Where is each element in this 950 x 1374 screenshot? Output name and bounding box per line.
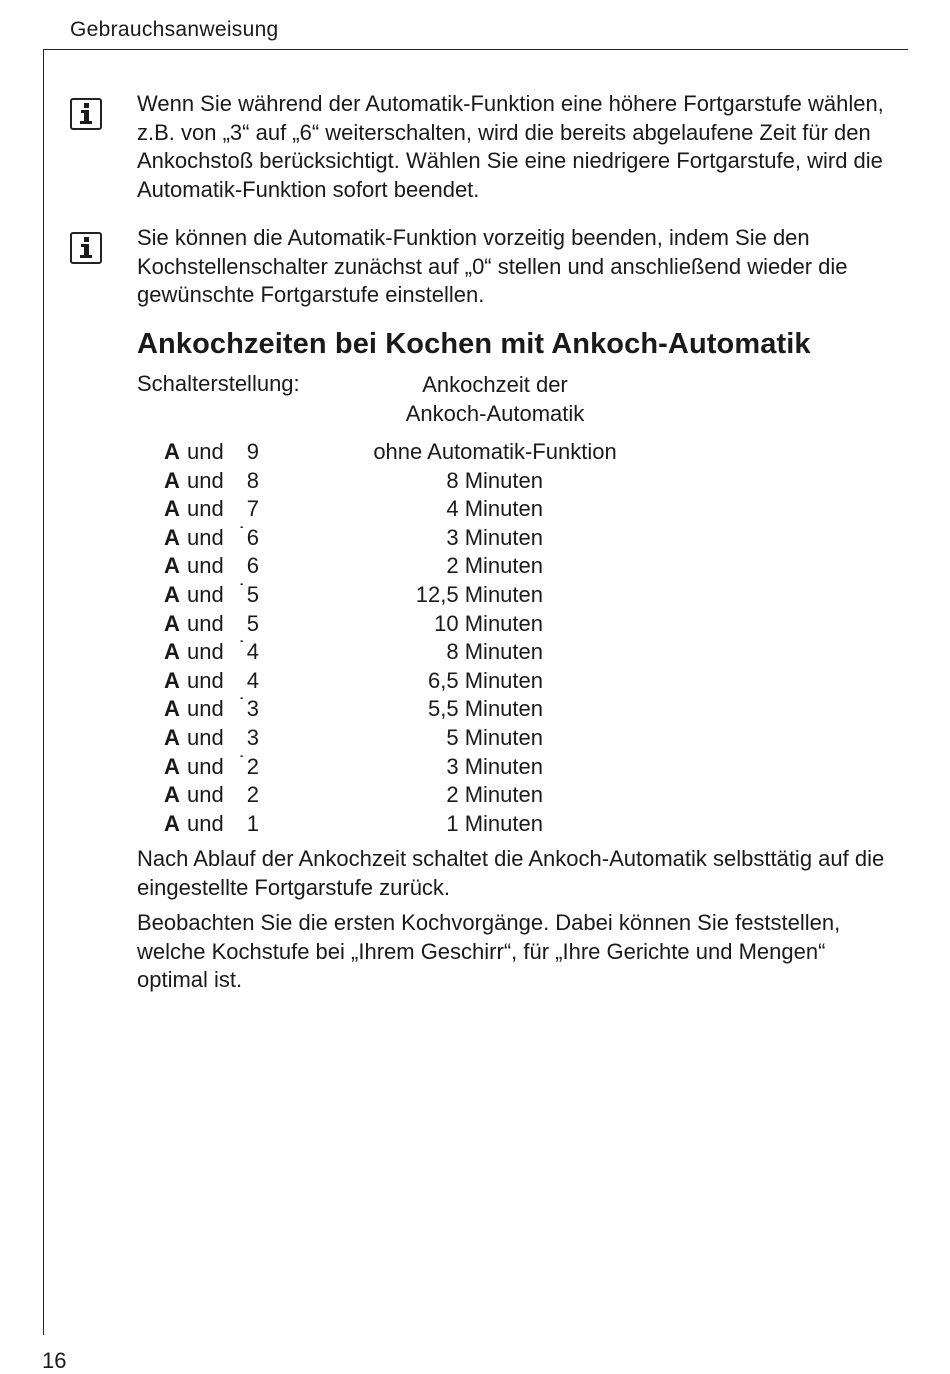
row-step: 3 (246, 696, 259, 722)
table-row (137, 667, 737, 696)
row-letter: A (164, 782, 180, 808)
row-boil-time: 10 Minuten (434, 610, 543, 636)
row-letter: A (164, 667, 180, 693)
row-dot-marker: ˙ (239, 524, 245, 542)
table-row (137, 581, 737, 610)
row-step: 7 (246, 496, 259, 522)
info-note-text: Wenn Sie während der Automatik-Funktion eine höhere Fortgarstufe wählen, z.B. von „3“ auf „6“ weiterschalten, wird die bereits abgelaufene Zeit für den Ankochstoß berücksichtigt. Wählen Sie eine niedrigere Fortgarstufe, wird die Automatik-Funktion sofort beendet. (137, 91, 884, 203)
row-boil-time: 2 Minuten (446, 553, 543, 579)
table-row (137, 495, 737, 524)
column-header-line: Ankoch-Automatik (405, 400, 585, 426)
row-step: 4 (246, 667, 259, 693)
table-row (137, 524, 737, 553)
section-heading: Ankochzeiten bei Kochen mit Ankoch-Automatik (137, 328, 811, 360)
row-dot-marker: ˙ (239, 581, 245, 599)
paragraph: Nach Ablauf der Ankochzeit schaltet die Ankoch-Automatik selbsttätig auf die eingestellte Fortgarstufe zurück. (137, 846, 885, 900)
row-step: 2 (246, 782, 259, 808)
row-and: und (187, 610, 224, 636)
row-and: und (187, 753, 224, 779)
boil-time-table (137, 438, 737, 838)
row-and: und (187, 639, 224, 665)
row-boil-time: 3 Minuten (446, 753, 543, 779)
row-letter: A (164, 439, 180, 464)
row-and: und (187, 467, 224, 493)
row-and: und (187, 496, 224, 522)
row-dot-marker: ˙ (239, 696, 245, 714)
info-note-text: Sie können die Automatik-Funktion vorzeitig beenden, indem Sie den Kochstellenschalter zunächst auf „0“ stellen und anschließend wieder die gewünschte Fortgarstufe einstellen. (137, 225, 848, 308)
row-boil-time: ohne Automatik-Funktion (373, 439, 617, 464)
row-and: und (187, 724, 224, 750)
row-boil-time: 2 Minuten (446, 782, 543, 808)
row-and: und (187, 782, 224, 808)
row-step: 9 (246, 439, 259, 464)
row-boil-time: 6,5 Minuten (428, 667, 543, 693)
table-row (137, 610, 737, 639)
row-boil-time: 3 Minuten (446, 524, 543, 550)
row-step: 5 (246, 581, 259, 607)
row-step: 2 (246, 753, 259, 779)
row-and: und (187, 581, 224, 607)
margin-rule (43, 49, 44, 1335)
row-letter: A (164, 610, 180, 636)
row-step: 6 (246, 524, 259, 550)
header-rule (44, 49, 908, 50)
page-header-title: Gebrauchsanweisung (70, 18, 279, 41)
info-icon (70, 98, 102, 130)
row-step: 3 (246, 724, 259, 750)
row-letter: A (164, 696, 180, 722)
row-letter: A (164, 553, 180, 579)
row-boil-time: 4 Minuten (446, 496, 543, 522)
page-number: 16 (42, 1348, 67, 1373)
row-boil-time: 1 Minuten (446, 810, 543, 836)
info-icon (70, 232, 102, 264)
row-letter: A (164, 524, 180, 550)
column-header-line: Ankochzeit der (422, 372, 568, 397)
row-dot-marker: ˙ (239, 639, 245, 657)
row-letter: A (164, 724, 180, 750)
row-boil-time: 8 Minuten (446, 467, 543, 493)
column-header-boil-time (380, 371, 610, 428)
table-row (137, 467, 737, 496)
row-and: und (187, 696, 224, 722)
row-and: und (187, 810, 224, 836)
row-and: und (187, 524, 224, 550)
row-boil-time: 12,5 Minuten (415, 581, 543, 607)
row-letter: A (164, 581, 180, 607)
row-letter: A (164, 753, 180, 779)
table-row (137, 695, 737, 724)
row-step: 1 (246, 810, 259, 836)
row-boil-time: 5,5 Minuten (428, 696, 543, 722)
row-step: 6 (246, 553, 259, 579)
table-row (137, 638, 737, 667)
column-header-switch-position: Schalterstellung: (137, 371, 300, 396)
table-row (137, 753, 737, 782)
row-boil-time: 5 Minuten (446, 724, 543, 750)
row-and: und (187, 439, 224, 464)
row-and: und (187, 667, 224, 693)
row-letter: A (164, 496, 180, 522)
row-dot-marker: ˙ (239, 753, 245, 771)
row-boil-time: 8 Minuten (446, 639, 543, 665)
paragraph: Beobachten Sie die ersten Kochvorgänge. Dabei können Sie feststellen, welche Kochstufe bei „Ihrem Geschirr“, für „Ihre Gerichte und Mengen“ optimal ist. (137, 910, 841, 993)
table-row (137, 810, 737, 839)
table-row (137, 781, 737, 810)
row-letter: A (164, 639, 180, 665)
row-step: 5 (246, 610, 259, 636)
table-row (137, 552, 737, 581)
row-letter: A (164, 467, 180, 493)
row-letter: A (164, 810, 180, 836)
row-step: 4 (246, 639, 259, 665)
row-and: und (187, 553, 224, 579)
table-row (137, 724, 737, 753)
table-row (137, 438, 737, 467)
row-step: 8 (246, 467, 259, 493)
